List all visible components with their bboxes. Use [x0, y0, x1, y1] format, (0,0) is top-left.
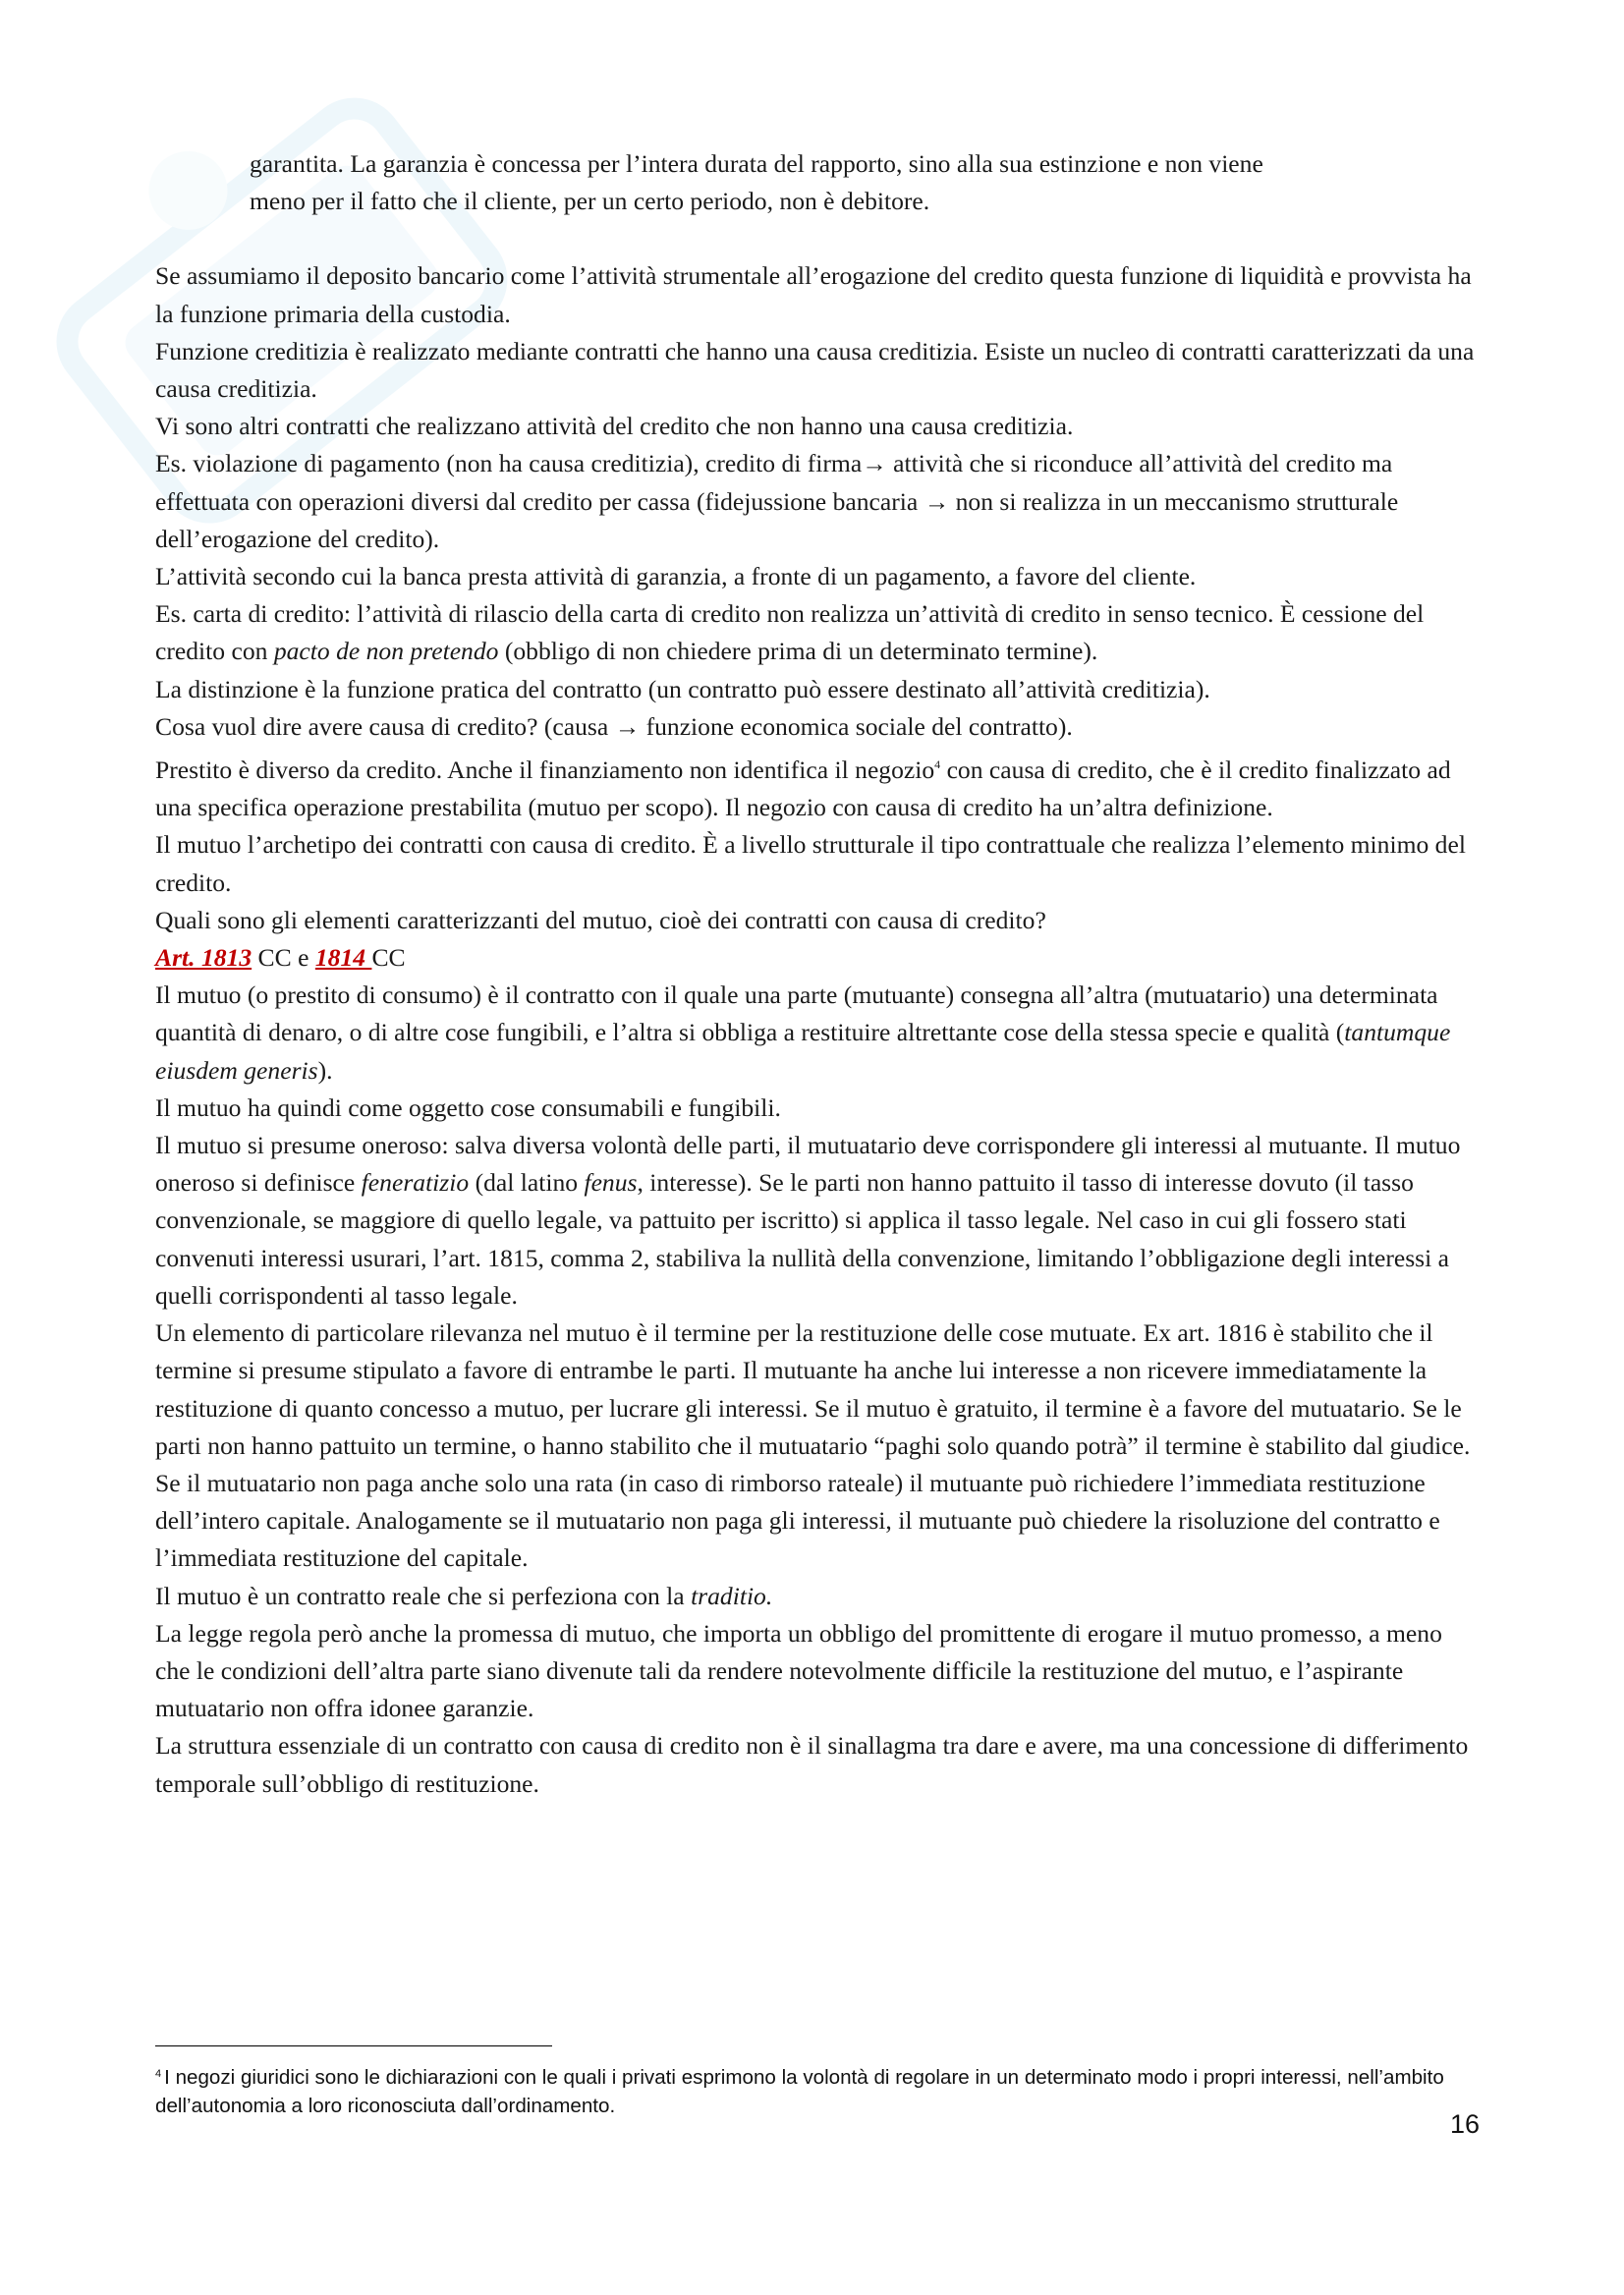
text-run: , interesse). Se le parti non hanno pattuito il tasso di interesse dovuto (il tasso convenzionale, se maggiore di quello legale, va pattuito per iscritto) si applica il tasso legale. Nel caso in cui gli fossero stati convenuti interessi usurari, l’art. 1815, comma 2, stabiliva la nullità della convenzione, limitando l’obbligazione degli interessi a quelli corrispondenti al tasso legale.	[155, 1168, 1450, 1310]
latin-term: traditio.	[691, 1581, 773, 1610]
text-run: Il mutuo (o prestito di consumo) è il contratto con il quale una parte (mutuante) consegna all’altra (mutuatario) una determinata quantità di denaro, o di altre cose fungibili, e l’altra si obbliga a restituire altrettante cose della stessa specie e qualità (	[155, 980, 1438, 1047]
paragraph: L’attività secondo cui la banca presta attività di garanzia, a fronte di un pagamento, a favore del cliente.	[155, 562, 1197, 591]
latin-term: fenus	[584, 1168, 638, 1198]
text-run: CC e	[252, 943, 315, 973]
paragraph	[155, 977, 1477, 1090]
footnote-separator	[155, 2045, 552, 2046]
paragraph	[155, 746, 1477, 826]
paragraph: La legge regola però anche la promessa di mutuo, che importa un obbligo del promittente di erogare il mutuo promesso, a meno che le condizioni dell’altra parte siano divenute tali da rendere notevolmente difficile la restituzione del mutuo, e l’aspirante mutuatario non offra idonee garanzie.	[155, 1618, 1442, 1723]
intro-line-2: meno per il fatto che il cliente, per un certo periodo, non è debitore.	[250, 187, 930, 216]
text-run: ).	[317, 1055, 333, 1085]
page-number: 16	[1449, 2109, 1480, 2139]
paragraph	[155, 595, 1477, 670]
text-run: Es. carta di credito: l’attività di rilascio della carta di credito non realizza un’attività di credito in senso tecnico. È cessione del credito con	[155, 599, 1425, 666]
paragraph: Vi sono altri contratti che realizzano attività del credito che non hanno una causa creditizia.	[155, 412, 1074, 441]
article-1814-link[interactable]: 1814	[314, 943, 372, 973]
paragraph: Il mutuo ha quindi come oggetto cose consumabili e fungibili.	[155, 1092, 781, 1122]
paragraph: Il mutuo l’archetipo dei contratti con causa di credito. È a livello strutturale il tipo contrattuale che realizza l’elemento minimo del credito.	[155, 830, 1466, 897]
text-run: (dal latino	[469, 1168, 585, 1198]
footnote-text: I negozi giuridici sono le dichiarazioni con le quali i privati esprimono la volontà di regolare in un determinato modo i propri interessi, nell’ambito dell’autonomia a loro riconosciuta dall’ordinamento.	[155, 2066, 1444, 2117]
page-body	[155, 145, 1477, 1803]
paragraph: Se assumiamo il deposito bancario come l’attività strumentale all’erogazione del credito questa funzione di liquidità e provvista ha la funzione primaria della custodia.	[155, 261, 1472, 328]
text-run: (obbligo di non chiedere prima di un determinato termine).	[498, 637, 1098, 666]
text-run: CC	[371, 943, 406, 973]
paragraph: Quali sono gli elementi caratterizzanti del mutuo, cioè dei contratti con causa di credito?	[155, 905, 1046, 934]
latin-term: pacto de non pretendo	[273, 637, 499, 666]
text-run: Prestito è diverso da credito. Anche il finanziamento non identifica il negozio	[155, 756, 935, 785]
paragraph: La struttura essenziale di un contratto con causa di credito non è il sinallagma tra dare e avere, ma una concessione di differimento temporale sull’obbligo di restituzione.	[155, 1731, 1469, 1798]
paragraph: Cosa vuol dire avere causa di credito? (causa → funzione economica sociale del contratto).	[155, 711, 1073, 741]
text-run: Il mutuo si presume oneroso: salva diversa volontà delle parti, il mutuatario deve corrispondere gli interessi al mutuante. Il mutuo oneroso si definisce	[155, 1131, 1461, 1198]
article-1813-link[interactable]: Art. 1813	[155, 943, 252, 973]
footnote	[155, 2060, 1477, 2120]
paragraph	[155, 1578, 1477, 1615]
latin-term: tantumque eiusdem generis	[155, 1018, 1451, 1085]
text-run: con causa di credito, che è il credito finalizzato ad una specifica operazione prestabilita (mutuo per scopo). Il negozio con causa di credito ha un’altra definizione.	[155, 756, 1451, 822]
paragraph: Un elemento di particolare rilevanza nel mutuo è il termine per la restituzione delle cose mutuate. Ex art. 1816 è stabilito che il termine si presume stipulato a favore di entrambe le parti. Il mutuante ha anche lui interesse a non ricevere immediatamente la restituzione di quanto concesso a mutuo, per lucrare gli interessi. Se il mutuo è gratuito, il termine è a favore del mutuatario. Se le parti non hanno pattuito un termine, o hanno stabilito che il mutuatario “paghi solo quando potrà” il termine è stabilito dal giudice.	[155, 1318, 1471, 1460]
paragraph: Es. violazione di pagamento (non ha causa creditizia), credito di firma→ attività che si riconduce all’attività del credito ma effettuata con operazioni diversi dal credito per cassa (fidejussione bancaria → non si realizza in un meccanismo strutturale dell’erogazione del credito).	[155, 449, 1399, 553]
text-run: Il mutuo è un contratto reale che si perfeziona con la	[155, 1581, 692, 1610]
latin-term: feneratizio	[361, 1168, 470, 1198]
paragraph	[155, 1127, 1477, 1315]
paragraph: La distinzione è la funzione pratica del contratto (un contratto può essere destinato all’attività creditizia).	[155, 674, 1210, 703]
article-reference	[155, 939, 1477, 977]
intro-line-1: garantita. La garanzia è concessa per l’intera durata del rapporto, sino alla sua estinzione e non viene	[250, 149, 1263, 178]
footnote-number: 4	[155, 2068, 162, 2080]
paragraph: Se il mutuatario non paga anche solo una rata (in caso di rimborso rateale) il mutuante può richiedere l’immediata restituzione dell’intero capitale. Analogamente se il mutuatario non paga gli interessi, il mutuante può chiedere la risoluzione del contratto e l’immediata restituzione del capitale.	[155, 1468, 1440, 1573]
footnote-ref[interactable]: 4	[934, 757, 941, 772]
paragraph: Funzione creditizia è realizzato mediante contratti che hanno una causa creditizia. Esiste un nucleo di contratti caratterizzati da una causa creditizia.	[155, 336, 1475, 404]
